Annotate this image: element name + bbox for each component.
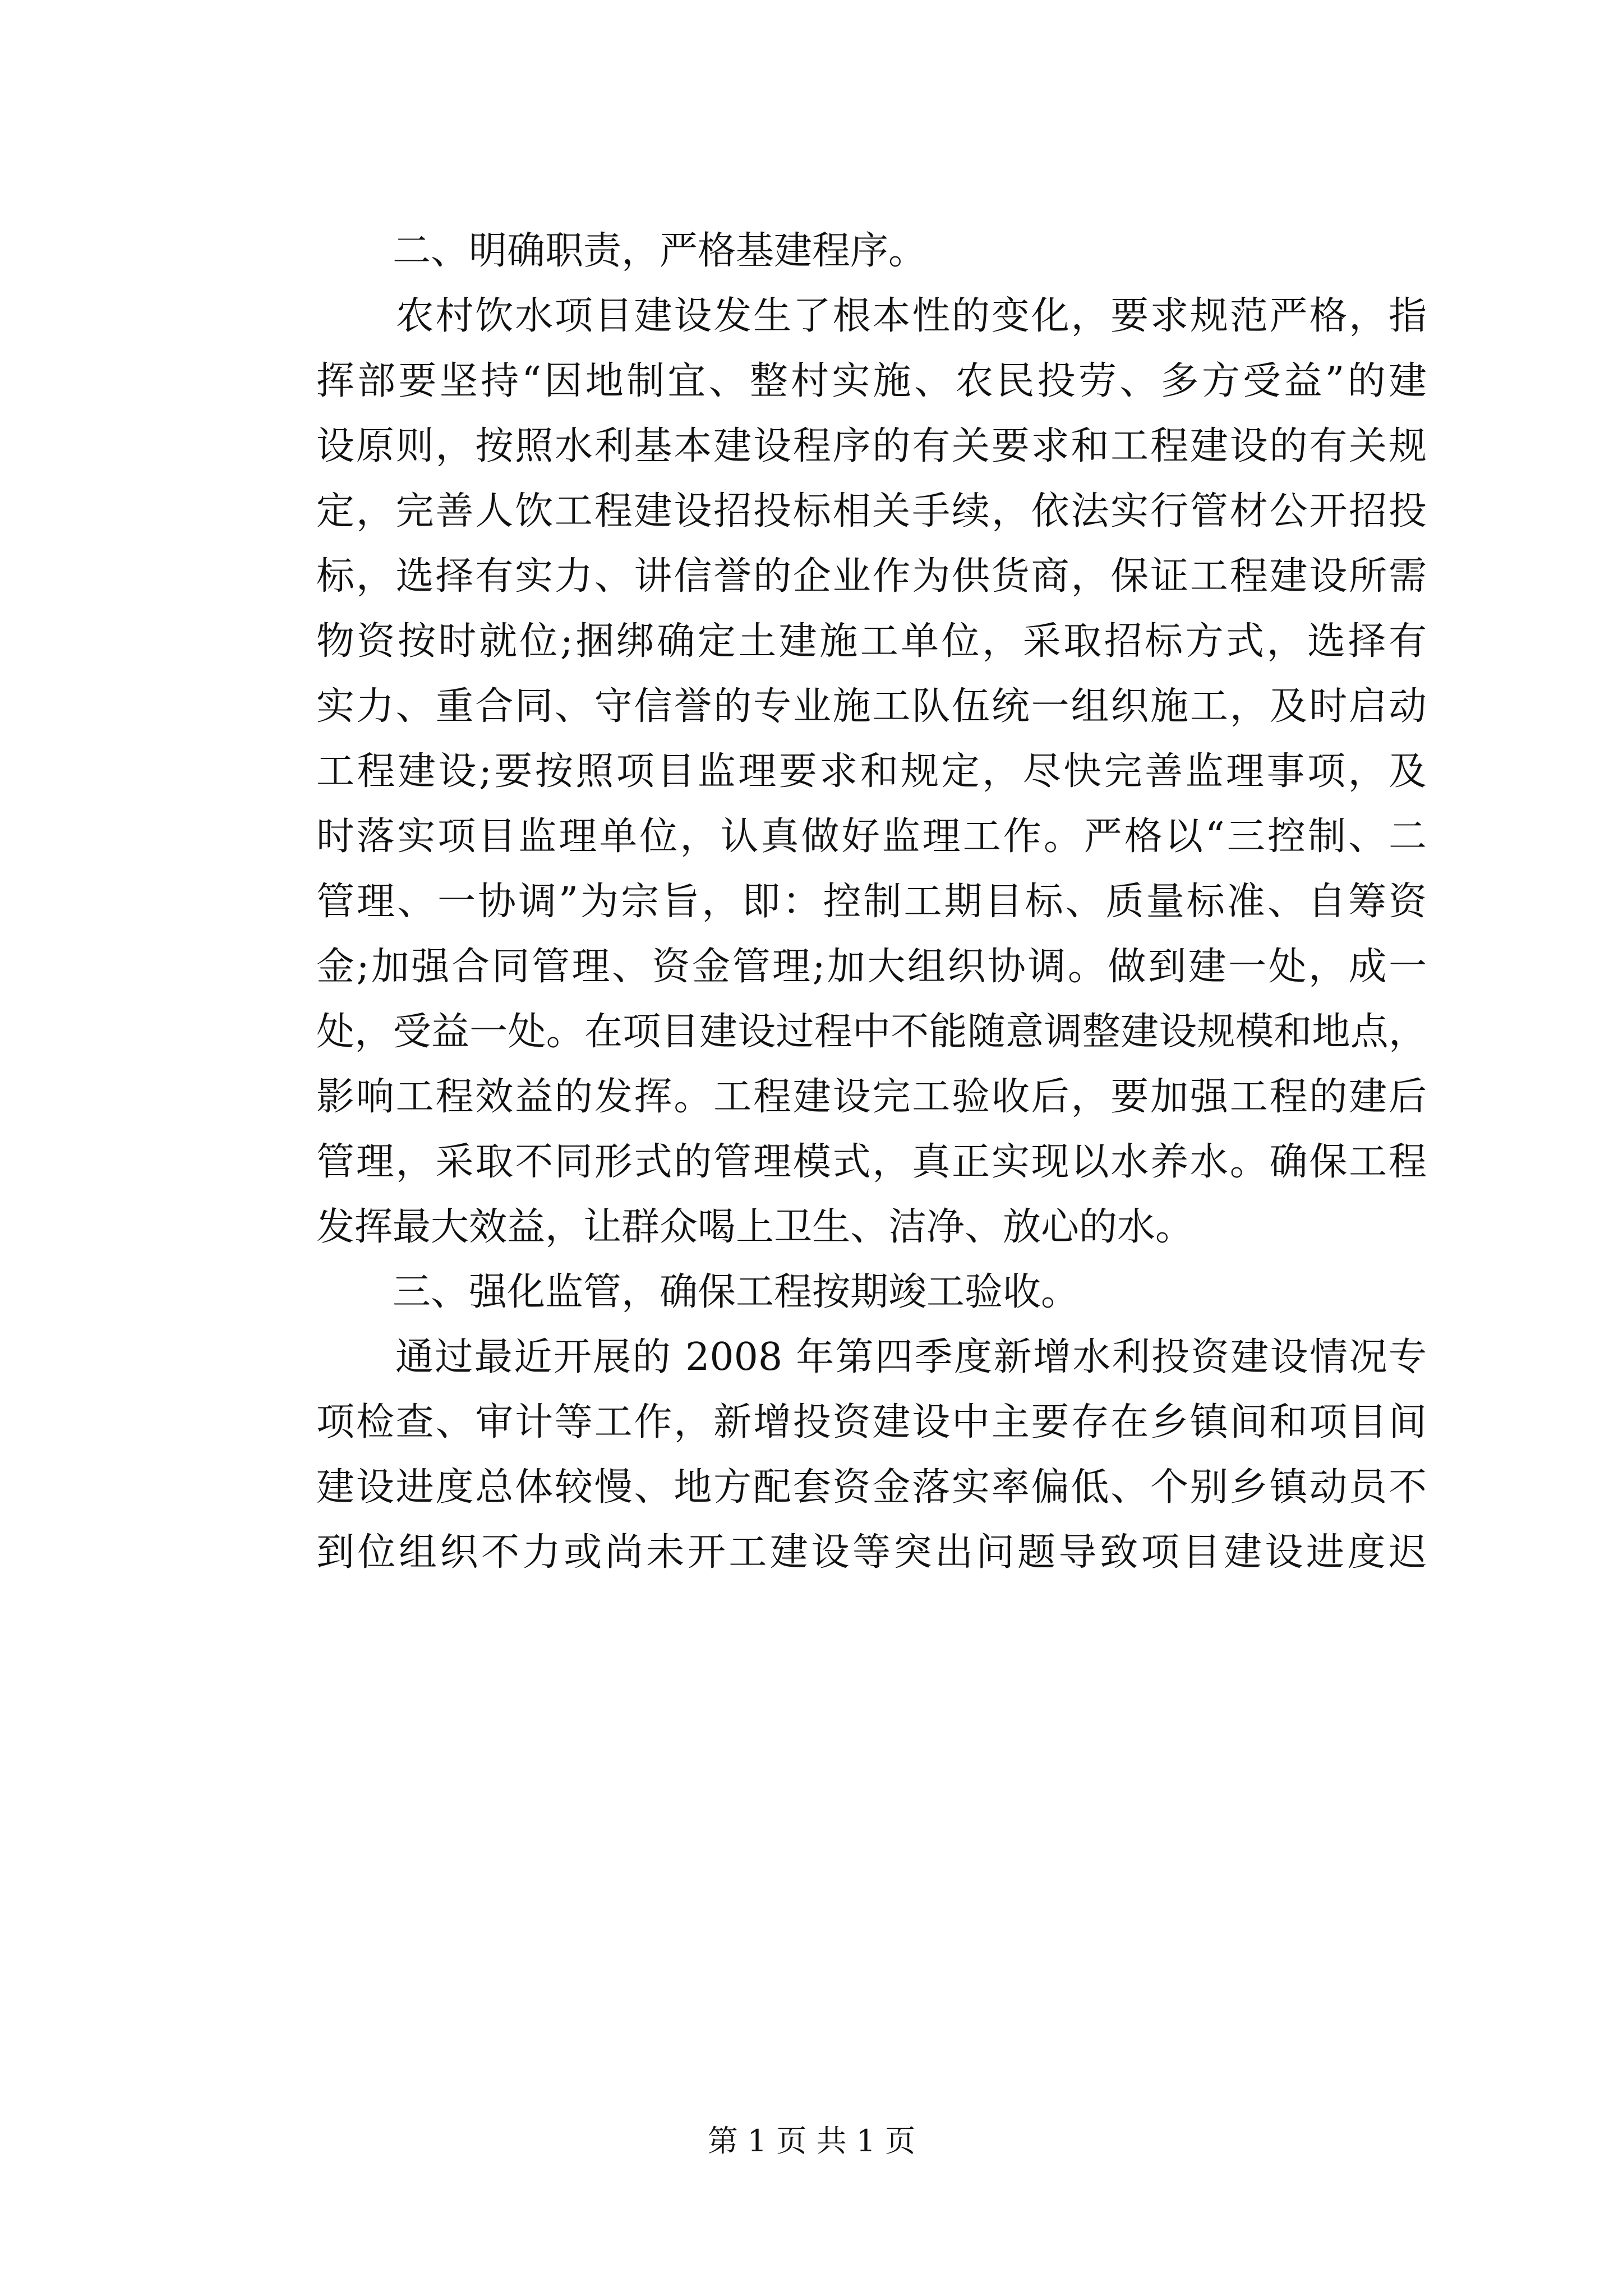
paragraph-line: 实力、重合同、守信誉的专业施工队伍统一组织施工，及时启动: [316, 684, 1427, 729]
body-text: [316, 219, 1427, 1585]
section-heading-2: 二、明确职责，严格基建程序。: [316, 229, 927, 273]
paragraph-line: 处，受益一处。在项目建设过程中不能随意调整建设规模和地点，: [316, 1010, 1427, 1054]
paragraph-line: 物资按时就位;捆绑确定土建施工单位，采取招标方式，选择有: [316, 619, 1427, 664]
paragraph-line: 管理、一协调”为宗旨，即：控制工期目标、质量标准、自筹资: [316, 880, 1427, 924]
paragraph-line: 管理，采取不同形式的管理模式，真正实现以水养水。确保工程: [316, 1140, 1427, 1184]
paragraph-line: 挥部要坚持“因地制宜、整村实施、农民投劳、多方受益”的建: [316, 359, 1427, 403]
paragraph-line: 项检查、审计等工作，新增投资建设中主要存在乡镇间和项目间: [316, 1400, 1427, 1444]
paragraph-line: 定，完善人饮工程建设招投标相关手续，依法实行管材公开招投: [316, 489, 1427, 533]
paragraph-line: 设原则，按照水利基本建设程序的有关要求和工程建设的有关规: [316, 424, 1427, 468]
section-heading-3: 三、强化监管，确保工程按期竣工验收。: [316, 1270, 1080, 1314]
paragraph-line: 标，选择有实力、讲信誉的企业作为供货商，保证工程建设所需: [316, 554, 1427, 599]
paragraph-line: 通过最近开展的 2008 年第四季度新增水利投资建设情况专: [316, 1335, 1427, 1379]
paragraph-line: 建设进度总体较慢、地方配套资金落实率偏低、个别乡镇动员不: [316, 1465, 1427, 1510]
paragraph-line: 金;加强合同管理、资金管理;加大组织协调。做到建一处，成一: [316, 945, 1427, 989]
paragraph-line: 发挥最大效益，让群众喝上卫生、洁净、放心的水。: [316, 1205, 1194, 1249]
page-number-footer: 第 1 页 共 1 页: [707, 2123, 916, 2159]
paragraph-line: 到位组织不力或尚未开工建设等突出问题导致项目建设进度迟: [316, 1530, 1427, 1575]
paragraph-line: 时落实项目监理单位，认真做好监理工作。严格以“三控制、二: [316, 815, 1427, 859]
paragraph-line: 农村饮水项目建设发生了根本性的变化，要求规范严格，指: [316, 294, 1427, 338]
paragraph-line: 工程建设;要按照项目监理要求和规定，尽快完善监理事项，及: [316, 749, 1427, 794]
paragraph-line: 影响工程效益的发挥。工程建设完工验收后，要加强工程的建后: [316, 1075, 1427, 1119]
